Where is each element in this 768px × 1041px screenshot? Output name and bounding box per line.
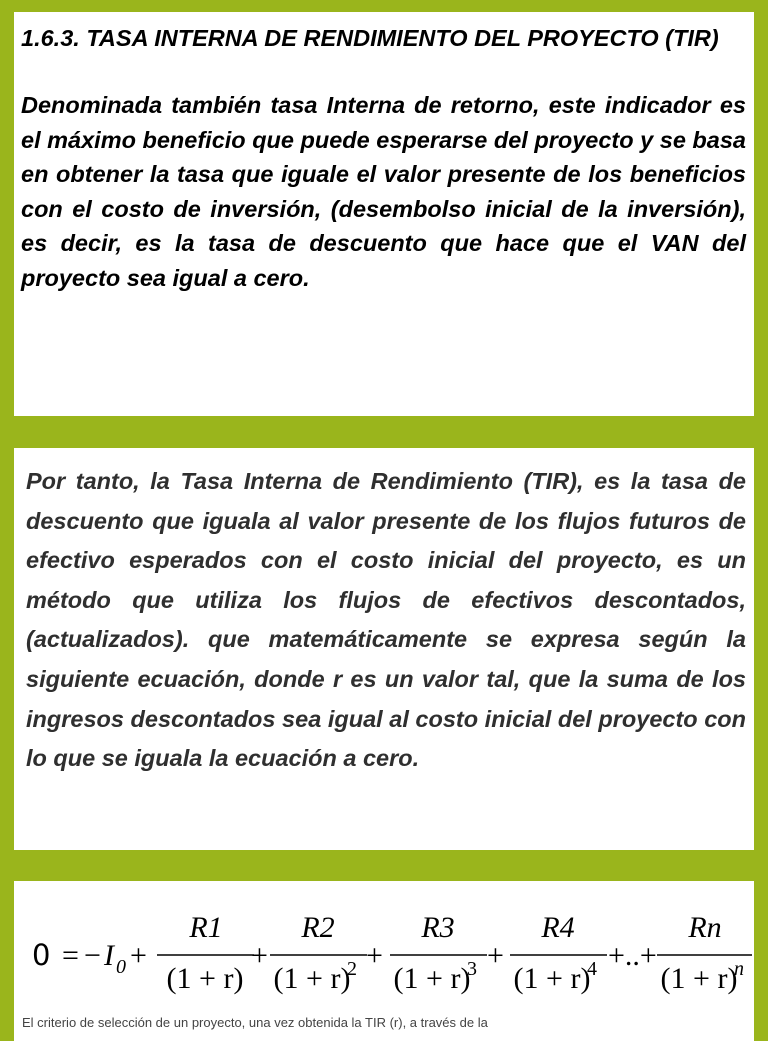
term-3-denominator: (1 + r) <box>393 962 471 995</box>
definition-panel <box>14 12 754 416</box>
term-4-denominator: (1 + r) <box>513 962 591 995</box>
equation-equals: = <box>62 939 79 972</box>
equation-minus: − <box>84 939 101 972</box>
term-1-numerator: R1 <box>189 911 223 944</box>
section-heading: 1.6.3. TASA INTERNA DE RENDIMIENTO DEL PROYECTO (TIR) <box>21 25 719 51</box>
plus-sign: + <box>251 939 268 972</box>
term-2-numerator: R2 <box>301 911 335 944</box>
investment-symbol: I <box>104 939 114 972</box>
term-3-numerator: R3 <box>421 911 455 944</box>
formula-panel <box>14 881 754 1041</box>
term-n-numerator: Rn <box>688 911 722 944</box>
plus-sign: + <box>130 939 147 972</box>
explanation-paragraph: Por tanto, la Tasa Interna de Rendimiento (TIR), es la tasa de descuento que iguala al valor presente de los flujos futuros de efectivo esperados con el costo inicial del proyecto, es un método que utiliza los flujos de efectivos descontados, (actualizados). que matemáticamente se expresa según la siguiente ecuación, donde r es un valor tal, que la suma de los ingresos descontados sea igual al costo inicial del proyecto con lo que se iguala la ecuación a cero. <box>26 468 746 772</box>
term-2-denominator: (1 + r) <box>273 962 351 995</box>
term-4-exponent: 4 <box>587 958 597 980</box>
term-4-numerator: R4 <box>541 911 575 944</box>
equation-lhs: 0 <box>32 938 51 972</box>
footer-partial-text: El criterio de selección de un proyecto, una vez obtenida la TIR (r), a través de la <box>22 1015 488 1030</box>
plus-sign: + <box>366 939 383 972</box>
tir-equation <box>14 881 754 1011</box>
term-2-exponent: 2 <box>347 958 357 980</box>
investment-subscript: 0 <box>116 956 126 978</box>
term-n-exponent: n <box>734 958 744 980</box>
term-1-denominator: (1 + r) <box>166 962 244 995</box>
definition-paragraph: Denominada también tasa Interna de retorno, este indicador es el máximo beneficio que puede esperarse del proyecto y se basa en obtener la tasa que iguale el valor presente de los beneficios con el costo de inversión, (desembolso inicial de la inversión), es decir, es la tasa de descuento que hace que el VAN del proyecto sea igual a cero. <box>21 92 746 291</box>
explanation-panel <box>14 448 754 850</box>
term-3-exponent: 3 <box>467 958 477 980</box>
plus-sign: + <box>487 939 504 972</box>
term-n-denominator: (1 + r) <box>660 962 738 995</box>
ellipsis-plus: +..+ <box>608 939 657 972</box>
